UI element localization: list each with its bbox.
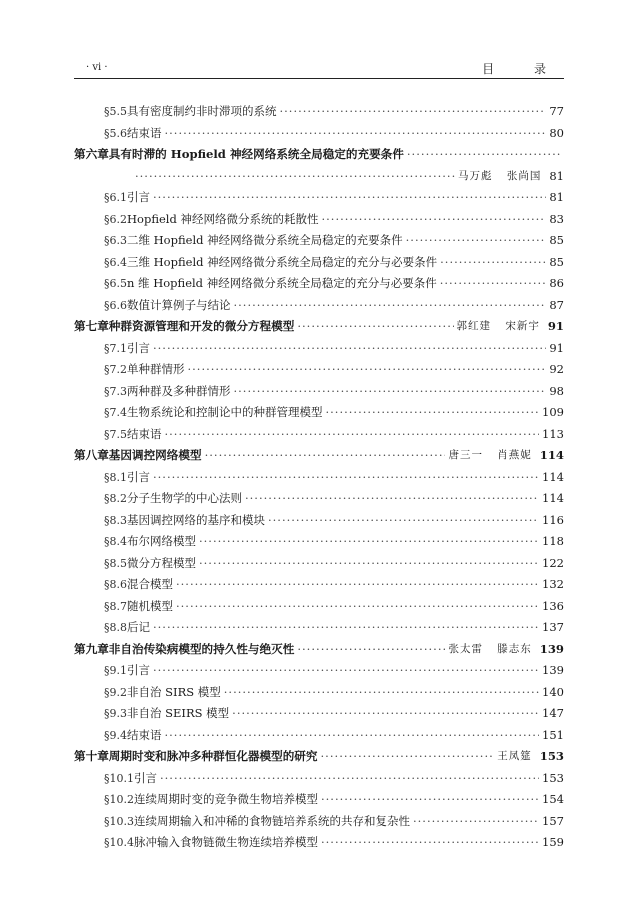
section-entry[interactable]	[74, 531, 564, 553]
section-number: §8.3	[104, 513, 127, 527]
page-number: 81	[549, 168, 564, 183]
page-number: 114	[542, 491, 564, 505]
page-number: 91	[549, 340, 564, 355]
section-entry[interactable]	[74, 510, 564, 532]
page-number-label: · vi ·	[86, 62, 108, 73]
section-title: 具有密度制约非时滞项的系统	[127, 104, 277, 118]
section-title: 连续周期输入和冲稀的食物链培养系统的共存和复杂性	[134, 813, 410, 828]
page-number: 85	[549, 233, 564, 247]
chapter-authors: 王凤筵	[497, 750, 532, 762]
chapter-entry[interactable]	[74, 746, 564, 768]
chapter-entry-continuation[interactable]	[74, 166, 564, 188]
page-header	[74, 58, 564, 78]
chapter-entry[interactable]	[74, 316, 564, 338]
chapter-authors: 郭红建 宋新宇	[456, 320, 540, 332]
header-rule	[74, 78, 564, 79]
page-number: 92	[549, 362, 564, 376]
section-title: 脉冲输入食物链微生物连续培养模型	[134, 835, 318, 849]
section-number: §7.3	[104, 384, 127, 398]
section-entry[interactable]	[74, 553, 564, 575]
section-number: §8.6	[104, 578, 127, 591]
dot-leader	[297, 639, 445, 661]
section-title: 结束语	[127, 426, 162, 441]
table-of-contents	[74, 101, 564, 854]
section-title: 混合模型	[127, 577, 173, 591]
section-number: §9.4	[104, 728, 127, 742]
page-number: 147	[542, 706, 564, 720]
chapter-title: 周期时变和脉冲多种群恒化器模型的研究	[108, 749, 318, 763]
dot-leader	[135, 166, 455, 188]
section-number: §10.4	[104, 836, 134, 849]
section-number: §5.6	[104, 126, 127, 140]
page-number: 83	[549, 211, 564, 226]
section-title: 单种群情形	[127, 362, 185, 376]
section-entry[interactable]	[74, 703, 564, 725]
chapter-title: 基因调控网络模型	[108, 448, 202, 462]
page-number: 159	[542, 835, 564, 849]
section-title: 随机模型	[127, 598, 173, 613]
dot-leader	[165, 725, 540, 747]
section-title: 微分方程模型	[127, 555, 196, 570]
dot-leader	[232, 703, 539, 725]
section-entry[interactable]	[74, 230, 564, 252]
section-title: 两种群及多种群情形	[127, 383, 231, 398]
page-number: 109	[542, 405, 564, 419]
chapter-number: 第六章	[74, 147, 109, 161]
page-number: 118	[542, 534, 564, 548]
section-entry[interactable]	[74, 768, 564, 790]
page-number: 136	[542, 598, 564, 613]
dot-leader	[440, 252, 546, 274]
dot-leader	[153, 467, 539, 489]
chapter-number: 第十章	[74, 749, 109, 763]
section-number: §9.3	[104, 707, 127, 720]
page-number: 132	[542, 577, 564, 591]
section-entry[interactable]	[74, 660, 564, 682]
section-title: 连续周期时变的竞争微生物培养模型	[134, 792, 318, 806]
dot-leader	[165, 123, 547, 145]
dot-leader	[321, 746, 495, 768]
section-number: §8.2	[104, 492, 127, 505]
section-title: 三维 Hopfield 神经网络微分系统全局稳定的充分与必要条件	[127, 254, 438, 269]
chapter-entry[interactable]	[74, 144, 564, 166]
page-number: 151	[542, 727, 564, 742]
page-number: 157	[542, 813, 564, 828]
section-number: §6.6	[104, 298, 127, 312]
section-entry[interactable]	[74, 187, 564, 209]
section-entry[interactable]	[74, 295, 564, 317]
section-title: 生物系统论和控制论中的种群管理模型	[127, 405, 323, 419]
section-title: 基因调控网络的基序和模块	[127, 512, 265, 527]
section-title: 引言	[127, 190, 150, 204]
page-number: 85	[549, 254, 564, 269]
page-number: 122	[542, 555, 564, 570]
dot-leader	[199, 553, 539, 575]
dot-leader	[321, 209, 546, 231]
page-number: 153	[539, 749, 564, 763]
chapter-entry[interactable]	[74, 639, 564, 661]
section-entry[interactable]	[74, 338, 564, 360]
section-entry[interactable]	[74, 359, 564, 381]
chapter-number: 第七章	[74, 319, 109, 333]
section-number: §10.3	[104, 814, 134, 828]
dot-leader	[280, 101, 547, 123]
section-entry[interactable]	[74, 596, 564, 618]
section-title: 引言	[127, 469, 150, 484]
dot-leader	[188, 359, 547, 381]
section-number: §7.2	[104, 363, 127, 376]
chapter-number: 第九章	[74, 641, 109, 656]
section-number: §8.8	[104, 621, 127, 634]
section-title: Hopfield 神经网络微分系统的耗散性	[127, 211, 319, 226]
section-number: §8.7	[104, 599, 127, 613]
section-title: 非自治 SIRS 模型	[127, 684, 221, 699]
dot-leader	[224, 682, 539, 704]
section-number: §7.1	[104, 341, 127, 355]
section-entry[interactable]	[74, 209, 564, 231]
page-number: 114	[539, 448, 564, 462]
chapter-authors: 马万彪 张尚国	[458, 169, 542, 182]
section-title: 分子生物学的中心法则	[127, 491, 242, 505]
dot-leader	[153, 617, 539, 639]
page-number: 114	[542, 469, 564, 484]
page-number: 91	[547, 319, 564, 333]
section-number: §7.5	[104, 427, 127, 441]
section-title: n 维 Hopfield 神经网络微分系统全局稳定的充分与必要条件	[127, 276, 437, 290]
page-number: 139	[539, 641, 564, 656]
dot-leader	[234, 381, 547, 403]
page-number: 140	[542, 684, 564, 699]
section-number: §6.2	[104, 212, 127, 226]
running-head: 目 录	[482, 62, 564, 76]
dot-leader	[440, 273, 547, 295]
section-number: §10.2	[104, 793, 134, 806]
section-entry[interactable]	[74, 811, 564, 833]
section-number: §10.1	[104, 771, 134, 785]
page-number: 116	[542, 512, 564, 527]
page-number: 153	[542, 770, 564, 785]
section-entry[interactable]	[74, 252, 564, 274]
dot-leader	[234, 295, 547, 317]
section-title: 二维 Hopfield 神经网络微分系统全局稳定的充要条件	[127, 233, 403, 247]
section-title: 非自治 SEIRS 模型	[127, 706, 230, 720]
chapter-number: 第八章	[74, 448, 109, 462]
page-number: 98	[549, 383, 564, 398]
section-entry[interactable]	[74, 682, 564, 704]
page-number: 113	[542, 426, 564, 441]
dot-leader	[407, 144, 561, 166]
section-entry[interactable]	[74, 725, 564, 747]
chapter-title: 非自治传染病模型的持久性与绝灭性	[108, 641, 295, 656]
page-number: 87	[549, 297, 564, 312]
chapter-title: 具有时滞的 Hopfield 神经网络系统全局稳定的充要条件	[108, 147, 404, 161]
section-title: 后记	[127, 620, 150, 634]
page-number: 86	[549, 276, 564, 290]
dot-leader	[413, 811, 539, 833]
section-number: §8.5	[104, 556, 127, 570]
dot-leader	[165, 424, 540, 446]
dot-leader	[406, 230, 547, 252]
section-number: §7.4	[104, 406, 127, 419]
section-number: §8.1	[104, 470, 127, 484]
section-title: 引言	[127, 663, 150, 677]
dot-leader	[297, 316, 453, 338]
section-entry[interactable]	[74, 789, 564, 811]
section-title: 数值计算例子与结论	[127, 297, 231, 312]
section-entry[interactable]	[74, 574, 564, 596]
section-title: 结束语	[127, 727, 162, 742]
section-entry[interactable]	[74, 381, 564, 403]
section-title: 布尔网络模型	[127, 534, 196, 548]
dot-leader	[176, 596, 539, 618]
page-number: 81	[549, 190, 564, 204]
section-title: 引言	[134, 770, 157, 785]
section-entry[interactable]	[74, 424, 564, 446]
dot-leader	[205, 445, 446, 467]
dot-leader	[153, 660, 539, 682]
page-number: 139	[542, 663, 564, 677]
section-number: §6.5	[104, 277, 127, 290]
page-number: 80	[549, 125, 564, 140]
page-number: 154	[542, 792, 564, 806]
dot-leader	[326, 402, 540, 424]
dot-leader	[160, 768, 539, 790]
dot-leader	[199, 531, 539, 553]
section-number: §5.5	[104, 105, 127, 118]
chapter-authors: 张太雷 滕志东	[448, 642, 532, 655]
dot-leader	[321, 832, 539, 854]
section-entry[interactable]	[74, 832, 564, 854]
section-number: §9.2	[104, 685, 127, 699]
dot-leader	[245, 488, 539, 510]
page-number: 137	[542, 620, 564, 634]
section-number: §6.4	[104, 255, 127, 269]
section-entry[interactable]	[74, 123, 564, 145]
section-entry[interactable]	[74, 617, 564, 639]
section-entry[interactable]	[74, 273, 564, 295]
section-entry[interactable]	[74, 402, 564, 424]
section-number: §6.3	[104, 234, 127, 247]
section-entry[interactable]	[74, 101, 564, 123]
section-number: §6.1	[104, 191, 127, 204]
chapter-entry[interactable]	[74, 445, 564, 467]
page-number: 77	[549, 104, 564, 118]
chapter-title: 种群资源管理和开发的微分方程模型	[108, 319, 295, 333]
dot-leader	[268, 510, 539, 532]
dot-leader	[176, 574, 539, 596]
dot-leader	[153, 338, 546, 360]
section-title: 结束语	[127, 125, 162, 140]
section-number: §8.4	[104, 535, 127, 548]
section-entry[interactable]	[74, 488, 564, 510]
section-title: 引言	[127, 340, 150, 355]
section-number: §9.1	[104, 664, 127, 677]
section-entry[interactable]	[74, 467, 564, 489]
chapter-authors: 唐三一 肖燕妮	[448, 449, 532, 461]
dot-leader	[321, 789, 539, 811]
dot-leader	[153, 187, 546, 209]
